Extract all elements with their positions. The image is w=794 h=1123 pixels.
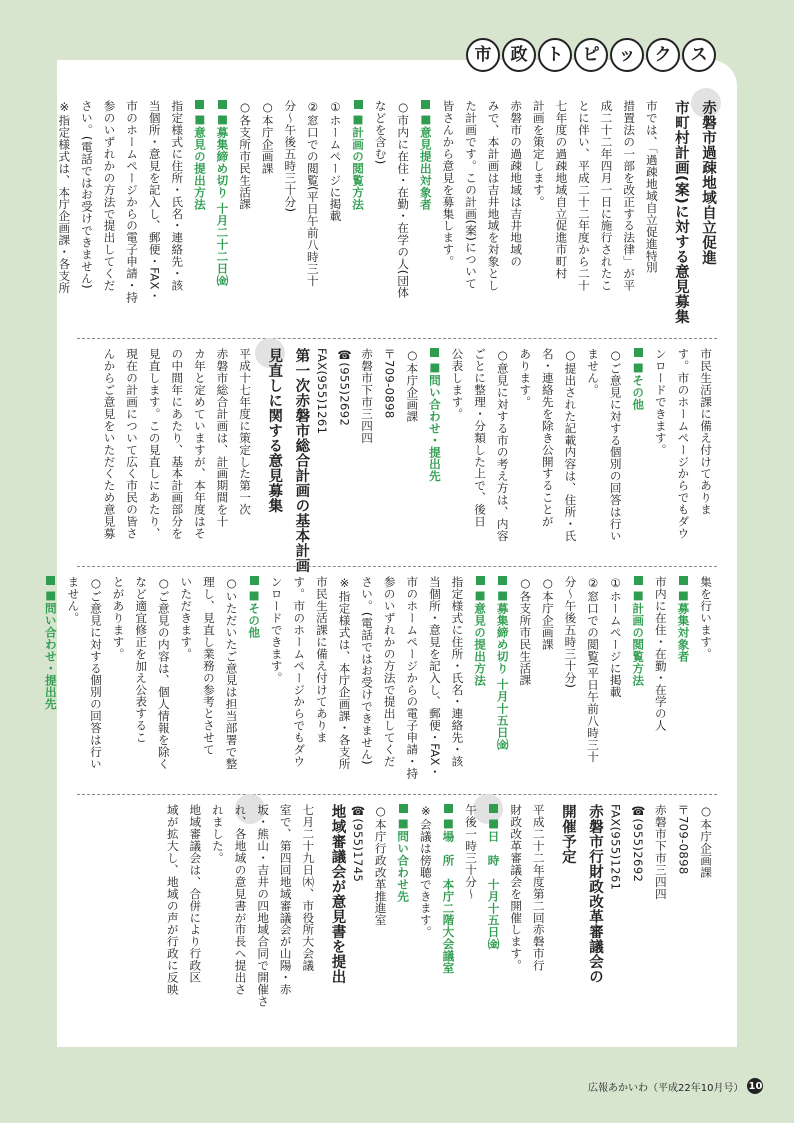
article-kaso-plan-text: [53, 100, 717, 332]
text-line: ■意見の提出方法: [468, 576, 491, 786]
text-line: 市内に在住・在勤・在学の人: [653, 576, 668, 732]
section-divider: [77, 794, 717, 795]
text-line: ごとに整理・分類した上で、後日: [473, 348, 488, 528]
text-line: とがあります。: [111, 576, 126, 660]
article-heading-line: 地域審議会が意見書を提出: [329, 804, 346, 984]
text-line: 平成十七年度に策定した第一次: [238, 348, 253, 516]
section-divider: [77, 338, 717, 339]
text-line: ※指定様式は、本庁企画課・各支所: [337, 576, 352, 770]
section-title-char: 政: [502, 38, 536, 72]
text-line: ☎(955)2692: [337, 348, 352, 427]
text-line: いただきます。: [179, 576, 194, 660]
text-line: ンロードできます。: [269, 576, 284, 684]
article-heading: [319, 804, 346, 1020]
article-sogo-plan-cont-text: [39, 576, 717, 786]
text-line: ■問い合わせ・提出先: [39, 576, 62, 786]
text-line: とに伴い、平成二十二年度から二十: [576, 100, 591, 292]
text-line: ○各支所市民生活課: [518, 576, 533, 686]
text-line: ■計画の閲覧方法: [627, 576, 650, 786]
text-line: 市民生活課に備え付けてありま: [699, 348, 713, 516]
article-sogo-plan-text: [98, 348, 717, 573]
text-line: ■意見提出対象者: [414, 100, 437, 332]
text-line: ■問い合わせ・提出先: [423, 348, 446, 558]
text-line: ○市内に在住・在勤・在学の人(団体: [396, 100, 411, 299]
article-sogo-plan-cont: [43, 576, 717, 786]
text-line: ■問い合わせ先: [392, 804, 415, 1020]
article-heading-line: 赤磐市過疎地域自立促進: [700, 100, 716, 265]
text-line: ○本庁企画課: [405, 348, 420, 423]
text-line: ません。: [586, 348, 601, 396]
page-number: 10: [747, 1078, 763, 1094]
text-line: ○本庁行政改革推進室: [373, 804, 388, 926]
text-line: 市では、「過疎地域自立促進特別: [644, 100, 659, 274]
text-line: ○ご意見に対する個別の回答は行い: [88, 576, 103, 770]
section-title-char: 市: [466, 38, 500, 72]
text-line: れました。: [210, 804, 225, 864]
text-line: んからご意見をいただくため意見募: [102, 348, 117, 540]
text-line: 財政改革審議会を開催します。: [509, 804, 524, 972]
text-line: 〒709-0898: [676, 804, 691, 875]
text-line: ☎(955)2692: [631, 804, 646, 883]
text-line: ☎(955)1745: [351, 804, 366, 883]
text-line: ①ホームページに掲載: [608, 576, 623, 698]
article-heading-line: 開催予定: [559, 804, 576, 864]
article-heading-line: 第一次赤磐市総合計画の基本計画: [293, 348, 310, 573]
text-line: 午後一時三十分～: [464, 804, 478, 900]
text-line: 〒709-0898: [382, 348, 397, 419]
article-heading-line: 市町村計画(案)に対する意見募集: [672, 100, 689, 325]
text-line: 分～午後五時三十分): [283, 100, 298, 213]
text-line: 理し、見直し業務の参考とさせて: [201, 576, 216, 756]
text-line: みで、本計画は吉井地域を対象とし: [486, 100, 501, 292]
text-line: ■日 時 十月十五日㈮: [482, 804, 505, 1020]
text-line: 域が拡大し、地域の声が行政に反映: [165, 804, 180, 996]
text-line: 公表します。: [450, 348, 465, 420]
text-line: 赤磐市総合計画は、計画期間を十: [215, 348, 230, 528]
article-heading-line: 見直しに関する意見募集: [266, 348, 283, 513]
article-gyozaisei-and-chiiki-text: [161, 804, 717, 1020]
section-title-char: ト: [538, 38, 572, 72]
text-line: 成二十二年四月一日に施行されたこ: [599, 100, 614, 292]
text-line: 現在の計画について広く市民の皆さ: [125, 348, 140, 540]
section-title-char: ッ: [610, 38, 644, 72]
text-line: ○いただいたご意見は担当部署で整: [224, 576, 239, 770]
footer-publication: 広報あかいわ（平成22年10月号）: [588, 1082, 744, 1094]
text-line: 七年度の過疎地域自立促進市町村: [554, 100, 569, 280]
section-divider: [77, 566, 717, 567]
text-line: ません。: [66, 576, 81, 624]
text-line: 当個所・意見を記入し、郵便・FAX・: [427, 576, 442, 778]
text-line: ②窓口での閲覧(平日午前八時三十: [586, 576, 601, 763]
text-line: カ年と定めていますが、本年度はそ: [192, 348, 207, 540]
text-line: ■その他: [243, 576, 266, 786]
article-heading-line: 赤磐市行財政改革審議会の: [587, 804, 604, 984]
text-line: ■募集締め切り 十月二十二日㈮: [211, 100, 234, 332]
text-line: れ、各地域の意見書が市長へ提出さ: [233, 804, 248, 996]
text-line: の中間年にあたり、基本計画部分を: [170, 348, 185, 540]
text-line: 参のいずれかの方法で提出してくだ: [102, 100, 117, 292]
text-line: 当個所・意見を記入し、郵便・FAX・: [147, 100, 162, 302]
text-line: さい。(電話ではお受けできません): [360, 576, 375, 765]
text-line: ■意見の提出方法: [188, 100, 211, 332]
text-line: す。市のホームページからでもダウ: [676, 348, 691, 540]
text-line: 赤磐市下市三四四: [360, 348, 375, 444]
article-heading: [663, 100, 717, 332]
text-line: ②窓口での閲覧(平日午前八時三十: [305, 100, 320, 287]
text-line: ○意見に対する市の考え方は、内容: [495, 348, 510, 542]
section-title-char: ク: [646, 38, 680, 72]
text-line: などを含む): [373, 100, 388, 165]
article-gyozaisei-and-chiiki: [77, 804, 717, 1020]
text-line: ○提出された記載内容は、住所・氏: [563, 348, 578, 542]
text-line: ■計画の閲覧方法: [346, 100, 369, 332]
text-line: ①ホームページに掲載: [328, 100, 343, 222]
text-line: 市のホームページからの電子申請・持: [405, 576, 420, 780]
text-line: 地域審議会は、合併により行政区: [188, 804, 203, 984]
text-line: 措置法の一部を改正する法律」が平: [622, 100, 637, 292]
text-line: FAX(955)1261: [608, 804, 623, 891]
article-heading: [550, 804, 604, 1020]
text-line: 赤磐市下市三四四: [653, 804, 668, 900]
text-line: 平成二十二年度第二回赤磐市行: [531, 804, 546, 972]
article-heading: [256, 348, 310, 573]
text-line: 名・連絡先を除き公開することが: [540, 348, 555, 528]
text-line: ○ご意見に対する個別の回答は行い: [608, 348, 623, 542]
text-line: ンロードできます。: [653, 348, 668, 456]
text-line: ■募集対象者: [672, 576, 695, 786]
page-footer: [588, 1078, 763, 1094]
text-line: 皆さんから意見を募集します。: [441, 100, 456, 268]
text-line: ○本庁企画課: [260, 100, 275, 175]
text-line: あります。: [518, 348, 533, 408]
text-line: さい。(電話ではお受けできません): [79, 100, 94, 289]
text-line: ○本庁企画課: [540, 576, 555, 651]
article-kaso-plan: [57, 100, 717, 332]
section-title-char: ピ: [574, 38, 608, 72]
text-line: ○各支所市民生活課: [238, 100, 253, 210]
text-line: 赤磐市の過疎地域は吉井地域の: [509, 100, 524, 268]
text-line: 参のいずれかの方法で提出してくだ: [382, 576, 397, 768]
text-line: 室で、第四回地域審議会が山陽・赤: [278, 804, 293, 996]
section-title-circles: [466, 38, 716, 72]
text-line: 集を行います。: [699, 576, 713, 660]
text-line: ■場 所 本庁二階大会議室: [437, 804, 460, 1020]
text-line: 市民生活課に備え付けてありま: [314, 576, 329, 744]
text-line: 指定様式に住所・氏名・連絡先・該: [170, 100, 185, 292]
text-line: ■その他: [627, 348, 650, 558]
text-line: 指定様式に住所・氏名・連絡先・該: [450, 576, 465, 768]
page-sheet: [43, 60, 737, 1047]
text-line: ■募集締め切り 十月十五日㈮: [491, 576, 514, 786]
text-line: ※会議は傍聴できます。: [418, 804, 433, 938]
text-line: FAX(955)1261: [314, 348, 329, 435]
text-line: 見直します。この見直しにあたり、: [147, 348, 162, 540]
text-line: ○ご意見の内容は、個人情報を除く: [156, 576, 171, 770]
text-line: す。市のホームページからでもダウ: [292, 576, 307, 768]
text-line: 坂・熊山・吉井の四地域合同で開催さ: [256, 804, 271, 1008]
text-line: ※指定様式は、本庁企画課・各支所: [57, 100, 72, 294]
text-line: 計画を策定します。: [531, 100, 546, 208]
text-line: 分～午後五時三十分): [563, 576, 578, 689]
section-title-char: ス: [682, 38, 716, 72]
text-line: など適宜修正を加え公表するこ: [134, 576, 149, 744]
text-line: 七月二十九日㈭、市役所大会議: [301, 804, 316, 972]
text-line: ○本庁企画課: [699, 804, 713, 879]
article-sogo-plan: [77, 348, 717, 573]
text-line: た計画です。この計画(案)について: [464, 100, 478, 289]
text-line: 市のホームページからの電子申請・持: [125, 100, 140, 304]
